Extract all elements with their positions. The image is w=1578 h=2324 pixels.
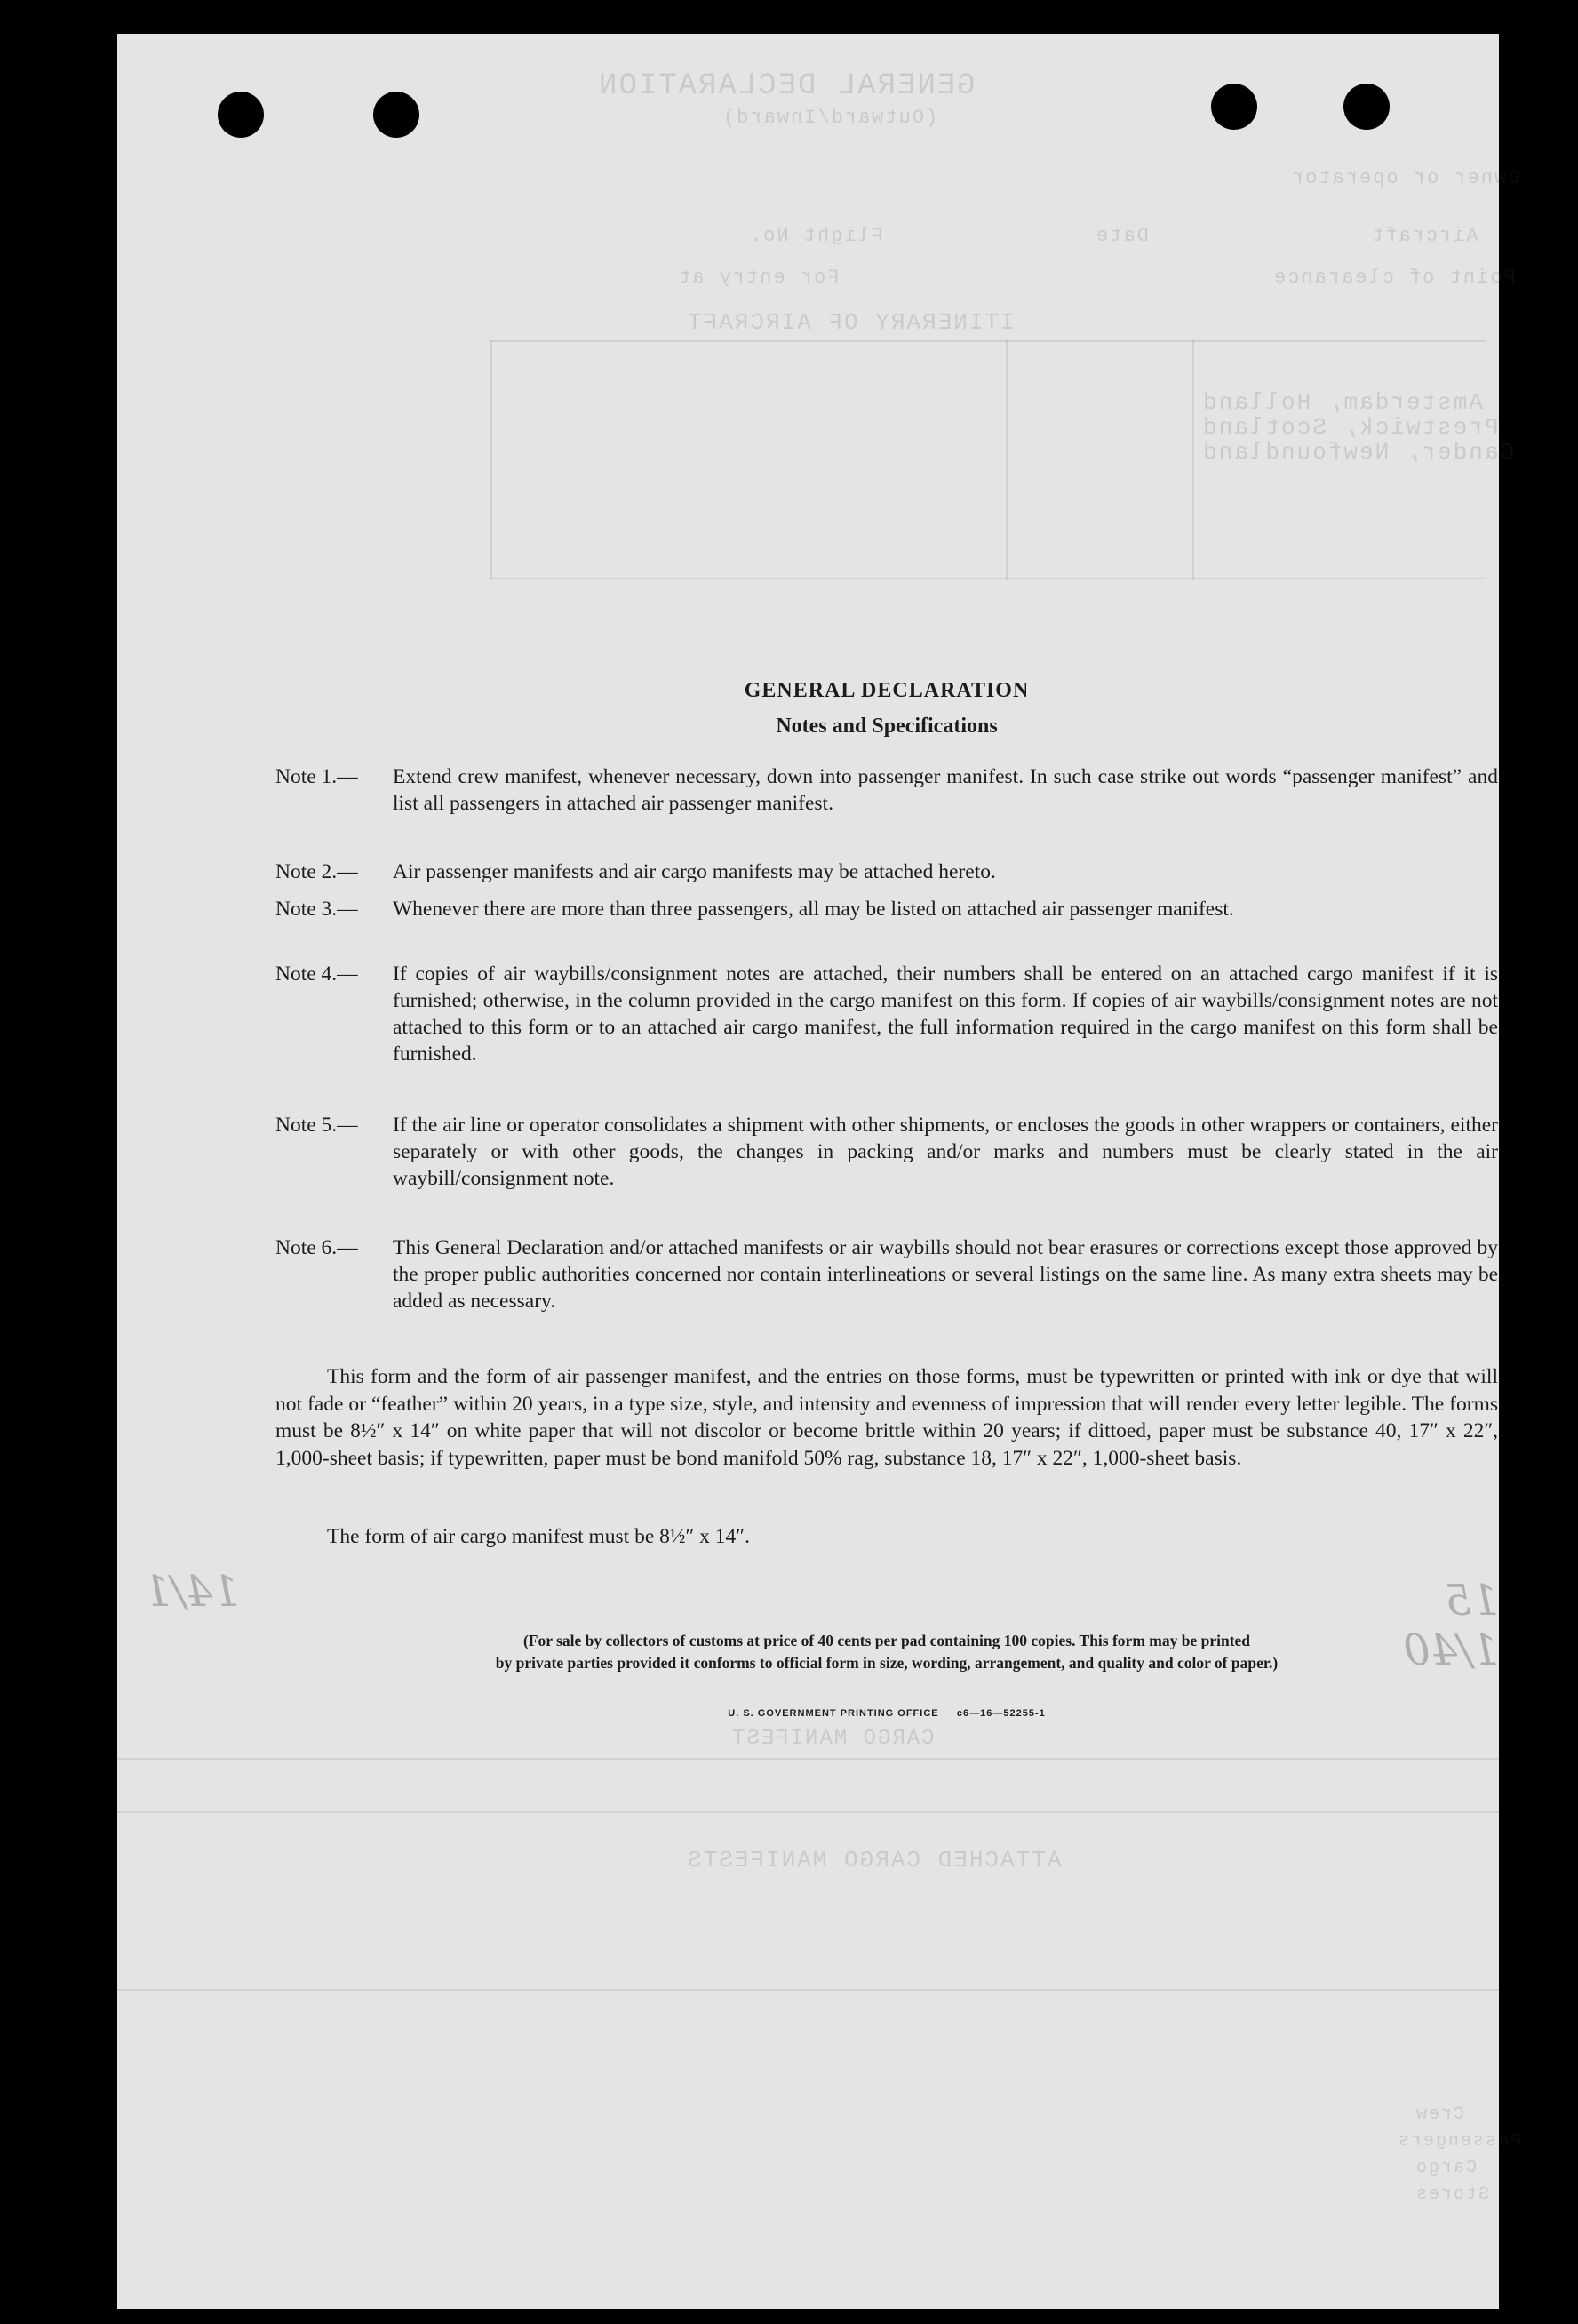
- note-text: This General Declaration and/or attached manifests or air waybills should not bear erasures or corrections except those approved by the proper public authorities concerned nor contain interlineations or several listings on the same line. As many extra sheets may be added as necessary.: [393, 1236, 1498, 1313]
- bleed-attached: ATTACHED CARGO MANIFESTS: [686, 1847, 1062, 1873]
- note-label: Note 4.—: [275, 962, 358, 986]
- bleed-itinerary: ITINERARY OF AIRCRAFT: [686, 309, 1015, 336]
- bleed-rule: [490, 578, 1486, 579]
- sale-notice-line-2: by private parties provided it conforms to official form in size, wording, arrangement, and quality and color of paper.): [495, 1654, 1279, 1672]
- bleed-owner: Owner or operator: [1290, 167, 1520, 189]
- page-title: GENERAL DECLARATION: [744, 679, 1030, 702]
- bleed-bottom-line: Crew: [1415, 2104, 1465, 2125]
- bleed-point-of-clearance: Point of clearance: [1272, 267, 1516, 289]
- punch-hole: [1211, 84, 1257, 130]
- page-subtitle: Notes and Specifications: [776, 715, 998, 738]
- bleed-handwriting: 14/1: [144, 1567, 240, 1617]
- bleed-rule: [117, 1989, 1499, 1991]
- bleed-bottom-line: Passengers: [1397, 2131, 1522, 2152]
- note-text: Air passenger manifests and air cargo manifests may be attached hereto.: [393, 860, 996, 883]
- note-label: Note 2.—: [275, 860, 358, 883]
- bleed-header-sub: (Outward/Inward): [721, 107, 938, 129]
- bleed-rule: [1006, 340, 1008, 580]
- bleed-rule: [117, 1758, 1499, 1760]
- bleed-itin-row: Gander, Newfoundland: [1201, 439, 1515, 466]
- note-label: Note 1.—: [275, 765, 358, 788]
- bleed-for-entry: For entry at: [677, 267, 840, 289]
- bleed-header: GENERAL DECLARATION: [597, 69, 976, 103]
- note-label: Note 5.—: [275, 1114, 358, 1137]
- bleed-rule: [490, 340, 1486, 342]
- bleed-date: Date: [1095, 225, 1149, 247]
- punch-hole: [1343, 84, 1390, 130]
- bleed-rule: [1192, 340, 1194, 580]
- note-label: Note 3.—: [275, 898, 358, 921]
- bleed-aircraft: Aircraft: [1370, 225, 1478, 247]
- bleed-bottom-line: Stores: [1415, 2184, 1490, 2205]
- bleed-rule: [490, 340, 492, 580]
- note-text: If copies of air waybills/consignment notes are attached, their numbers shall be entered on an attached cargo manifest if it is furnished; otherwise, in the column provided in the cargo manifest on this form. If copies of air waybills/consignment notes are not attached to this form or to an attached air cargo manifest, the full information required in the cargo manifest on this form shall be furnished.: [393, 962, 1498, 1066]
- note-label: Note 6.—: [275, 1236, 358, 1259]
- bleed-rule: [117, 1811, 1499, 1813]
- document-page: [117, 34, 1522, 2309]
- note-text: Whenever there are more than three passengers, all may be listed on attached air passenger manifest.: [393, 898, 1234, 921]
- punch-hole: [373, 92, 419, 138]
- bleed-itin-row: Prestwick, Scotland: [1201, 414, 1499, 441]
- bleed-flight-no: Flight No.: [748, 225, 884, 247]
- sale-notice-line-1: (For sale by collectors of customs at price of 40 cents per pad containing 100 copies. This form may be printed: [522, 1632, 1251, 1649]
- form-specification-paragraph: This form and the form of air passenger manifest, and the entries on those forms, must be typewritten or printed with ink or dye that will not fade or “feather” within 20 years, in a type size, style, and intensity and evenness of impression that will render every letter legible. The forms must be 8½″ x 14″ on white paper that will not discolor or become brittle within 20 years; if dittoed, paper must be substance 40, 17″ x 22″, 1,000-sheet basis; if typewritten, paper must be bond manifold 50% rag, substance 18, 17″ x 22″, 1,000-sheet basis.: [275, 1365, 1498, 1470]
- bleed-cargo-manifest: CARGO MANIFEST: [730, 1727, 935, 1751]
- bleed-itin-row: Amsterdam, Holland: [1201, 389, 1483, 416]
- bleed-bottom-line: Cargo: [1415, 2158, 1478, 2178]
- bleed-handwriting: 15 1/40: [1403, 1576, 1499, 1675]
- cargo-manifest-size: The form of air cargo manifest must be 8½″ x 14″.: [327, 1525, 750, 1548]
- note-text: Extend crew manifest, whenever necessary, down into passenger manifest. In such case strike out words “passenger manifest” and list all passengers in attached air passenger manifest.: [393, 765, 1498, 815]
- printing-office-imprint: U. S. GOVERNMENT PRINTING OFFICE c6—16—52255-1: [728, 1708, 1046, 1719]
- punch-hole: [218, 92, 264, 138]
- note-text: If the air line or operator consolidates a shipment with other shipments, or encloses the goods in other wrappers or containers, either separately or with other goods, the changes in packing and/or marks and numbers must be clearly stated in the air waybill/consignment note.: [393, 1114, 1498, 1190]
